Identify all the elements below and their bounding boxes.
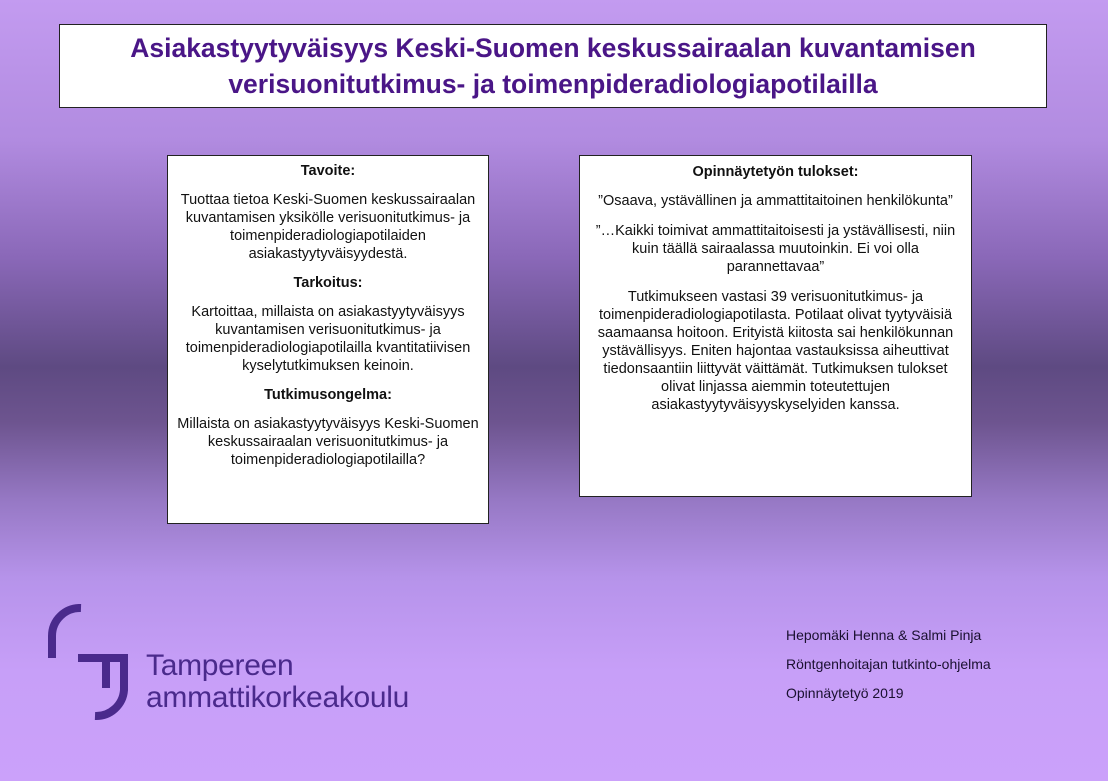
- results-summary: Tutkimukseen vastasi 39 verisuonitutkimus- ja toimenpideradiologiapotilasta. Potilaat olivat tyytyväisiä saamaansa hoitoon. Erityistä kiitosta sai henkilökunnan ystävällisyys. Eniten hajontaa vastauksissa aiheuttivat tiedonsaantiin liittyvät väittämät. Tutkimuksen tulokset olivat linjassa aiemmin toteutettujen asiakastyytyväisyyskyselyiden kanssa.: [597, 289, 954, 413]
- results-quote-2: ”…Kaikki toimivat ammattitaitoisesti ja ystävällisesti, niin kuin täällä sairaalassa muutoinkin. Ei voi olla parannettavaa”: [595, 223, 956, 275]
- goal-heading: Tavoite:: [300, 163, 356, 179]
- results-panel: [579, 155, 972, 497]
- results-heading: Opinnäytetyön tulokset:: [692, 164, 859, 180]
- degree-program: Röntgenhoitajan tutkinto-ohjelma: [786, 656, 991, 672]
- title-box: [59, 24, 1047, 108]
- purpose-heading: Tarkoitus:: [293, 275, 363, 291]
- purpose-text: Kartoittaa, millaista on asiakastyytyväisyys kuvantamisen verisuonitutkimus- ja toimenpideradiologiapotilailla kvantitatiivisen kyselytutkimuksen keinoin.: [185, 304, 471, 374]
- problem-heading: Tutkimusongelma:: [264, 387, 392, 403]
- credits: [786, 626, 991, 713]
- page-title: Asiakastyytyväisyys Keski-Suomen keskussairaalan kuvantamisen verisuonitutkimus- ja toimenpideradiologiapotilailla: [130, 33, 976, 99]
- results-quote-1: ”Osaava, ystävällinen ja ammattitaitoinen henkilökunta”: [598, 193, 953, 209]
- thesis-year: Opinnäytetyö 2019: [786, 685, 904, 701]
- logo-line-1: Tampereen: [146, 649, 294, 682]
- left-info-panel: [167, 155, 489, 524]
- tamk-logo-text: [146, 650, 409, 714]
- authors: Hepomäki Henna & Salmi Pinja: [786, 627, 982, 643]
- logo-line-2: ammattikorkeakoulu: [146, 681, 410, 714]
- problem-text: Millaista on asiakastyytyväisyys Keski-Suomen keskussairaalan verisuonitutkimus- ja toimenpideradiologiapotilailla?: [177, 416, 479, 468]
- goal-text: Tuottaa tietoa Keski-Suomen keskussairaalan kuvantamisen yksikölle verisuonitutkimus- ja toimenpideradiologiapotilaiden asiakastyytyväisyydestä.: [180, 192, 476, 262]
